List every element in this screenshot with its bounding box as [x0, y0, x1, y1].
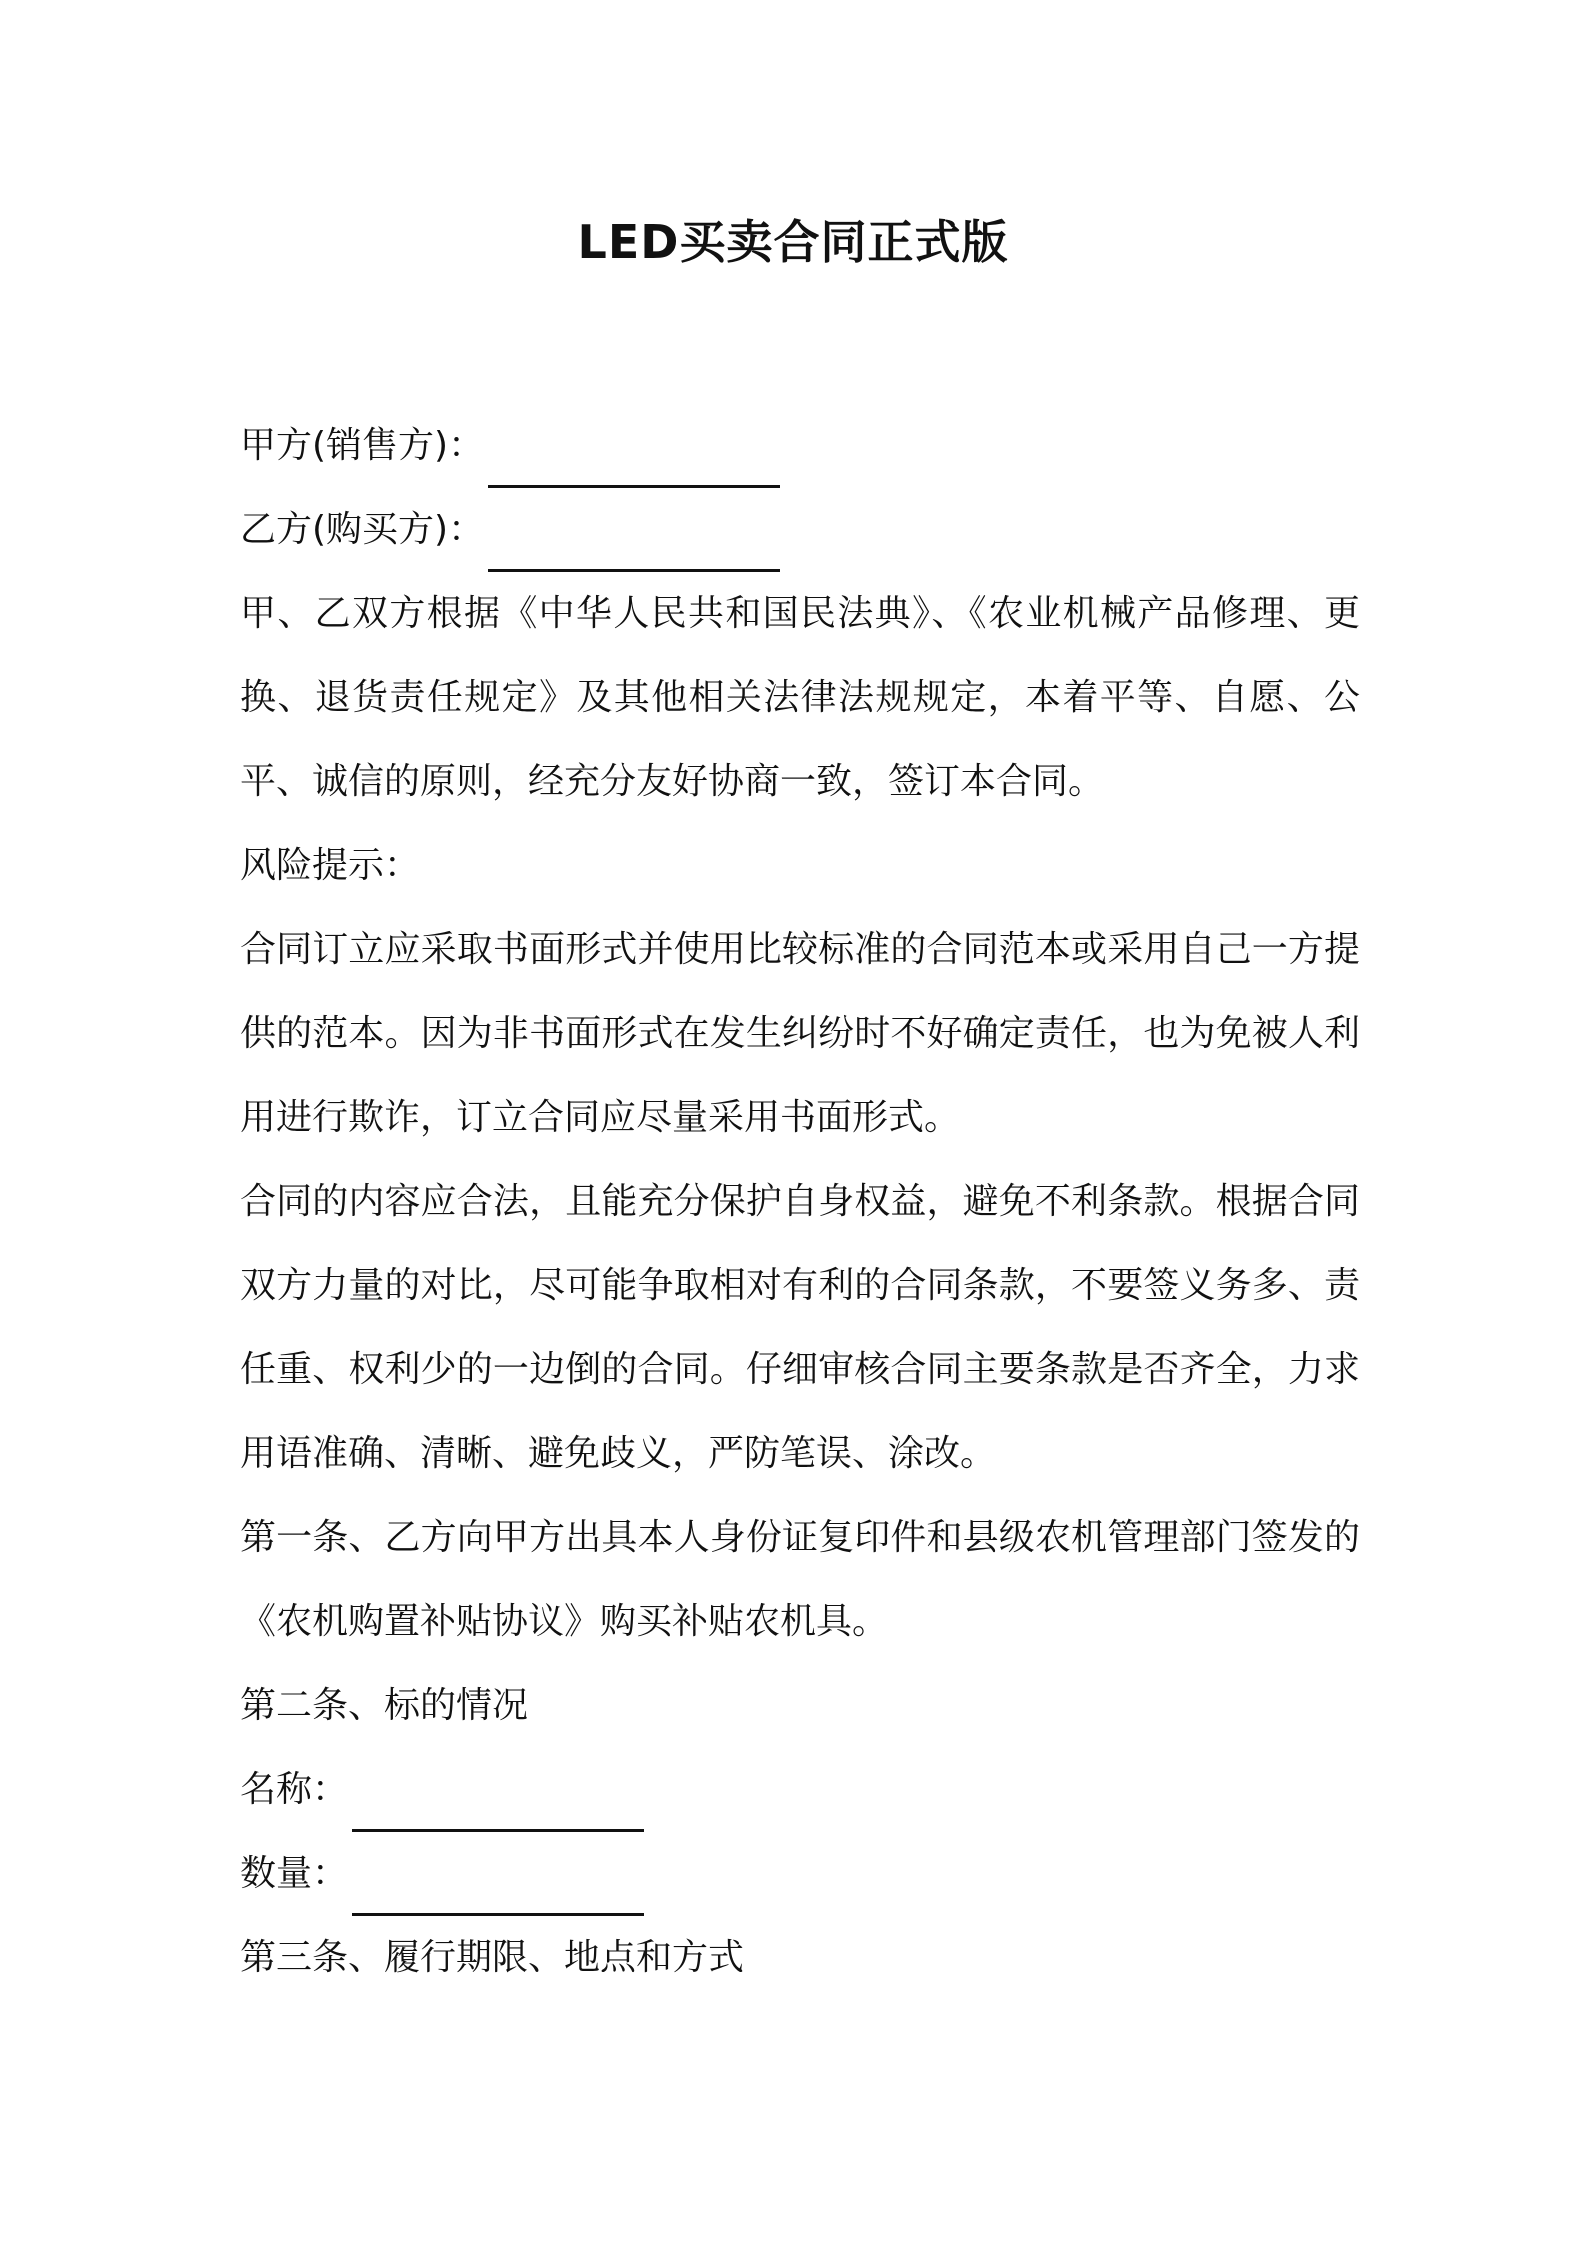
article-2-heading: 第二条、标的情况: [240, 1685, 529, 1726]
intro-paragraph: 甲、乙双方根据《中华人民共和国民法典》、《农业机械产品修理、更换、退货责任规定》及其他相关法律法规规定，本着平等、自愿、公平、诚信的原则，经充分友好协商一致，签订本合同。: [240, 593, 1360, 802]
article-3-heading: 第三条、履行期限、地点和方式: [240, 1937, 745, 1978]
name-blank[interactable]: [352, 1769, 644, 1832]
document-title: LED买卖合同正式版: [577, 215, 1009, 269]
risk-heading: 风险提示：: [240, 845, 421, 886]
quantity-label: 数量：: [240, 1853, 349, 1894]
party-a-label: 甲方(销售方)：: [240, 425, 485, 466]
party-b-line: [240, 488, 1360, 572]
quantity-blank[interactable]: [352, 1853, 644, 1916]
quantity-line: [240, 1832, 1360, 1916]
name-label: 名称：: [240, 1769, 349, 1810]
document-body: [240, 404, 1360, 2000]
risk-paragraph-2: 合同的内容应合法，且能充分保护自身权益，避免不利条款。根据合同双方力量的对比，尽可能争取相对有利的合同条款，不要签义务多、责任重、权利少的一边倒的合同。仔细审核合同主要条款是否齐全，力求用语准确、清晰、避免歧义，严防笔误、涂改。: [240, 1181, 1360, 1474]
party-a-blank[interactable]: [488, 425, 780, 488]
party-b-label: 乙方(购买方)：: [240, 509, 485, 550]
name-line: [240, 1748, 1360, 1832]
article-1: 第一条、乙方向甲方出具本人身份证复印件和县级农机管理部门签发的《农机购置补贴协议》购买补贴农机具。: [240, 1517, 1360, 1642]
risk-paragraph-1: 合同订立应采取书面形式并使用比较标准的合同范本或采用自己一方提供的范本。因为非书面形式在发生纠纷时不好确定责任，也为免被人利用进行欺诈，订立合同应尽量采用书面形式。: [240, 929, 1360, 1138]
party-a-line: [240, 404, 1360, 488]
party-b-blank[interactable]: [488, 509, 780, 572]
